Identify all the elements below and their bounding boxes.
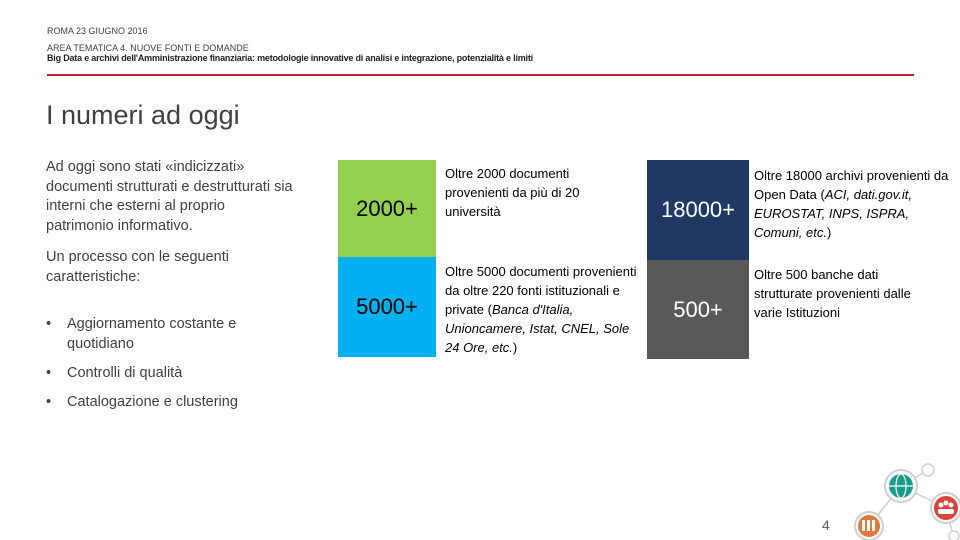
stat-box-universities: 2000+ [338, 160, 436, 257]
header-area: AREA TEMATICA 4. NUOVE FONTI E DOMANDE [47, 43, 249, 53]
stat-desc-databases: Oltre 500 banche dati strutturate provenienti dalle varie Istituzioni [754, 267, 911, 320]
stat-box-databases: 500+ [647, 260, 749, 359]
decorative-network [846, 458, 960, 540]
intro-paragraph: Ad oggi sono stati «indicizzati» documenti strutturati e destrutturati sia interni che esterni al proprio patrimonio informativo. [46, 159, 293, 234]
bullet-icon: • [46, 365, 52, 381]
bullet-item: • Aggiornamento costante e quotidiano [46, 316, 237, 352]
left-text-block [46, 158, 296, 287]
stat-box-open-data: 18000+ [647, 160, 749, 260]
bullet-icon: • [46, 316, 52, 332]
bullet-icon: • [46, 394, 52, 410]
bullet-item: • Controlli di qualità [46, 364, 286, 384]
stat-desc-universities: Oltre 2000 documenti provenienti da più di 20 università [445, 166, 580, 219]
globe-icon [885, 470, 917, 502]
page-number: 4 [822, 517, 830, 533]
books-icon [855, 512, 883, 540]
people-icon [931, 493, 960, 523]
bullet-item: • Catalogazione e clustering [46, 393, 286, 413]
header-subtitle: Big Data e archivi dell'Amministrazione finanziaria: metodologie innovative di analisi e integrazione, potenzialità e limiti [47, 53, 533, 63]
slide-title: I numeri ad oggi [46, 100, 240, 130]
header-date: ROMA 23 GIUGNO 2016 [47, 26, 148, 36]
stat-desc-open-data: Oltre 18000 archivi provenienti da Open Data (ACI, dati.gov.it, EUROSTAT, INPS, ISPRA, Comuni, etc.) [754, 168, 949, 240]
stat-desc-institutional-sources: Oltre 5000 documenti provenienti da oltre 220 fonti istituzionali e private (Banca d'Italia, Unioncamere, Istat, CNEL, Sole 24 Ore, etc.) [445, 264, 637, 355]
stat-box-institutional-sources: 5000+ [338, 257, 436, 357]
process-paragraph: Un processo con le seguenti caratteristiche: [46, 249, 229, 285]
header-divider [47, 74, 914, 76]
